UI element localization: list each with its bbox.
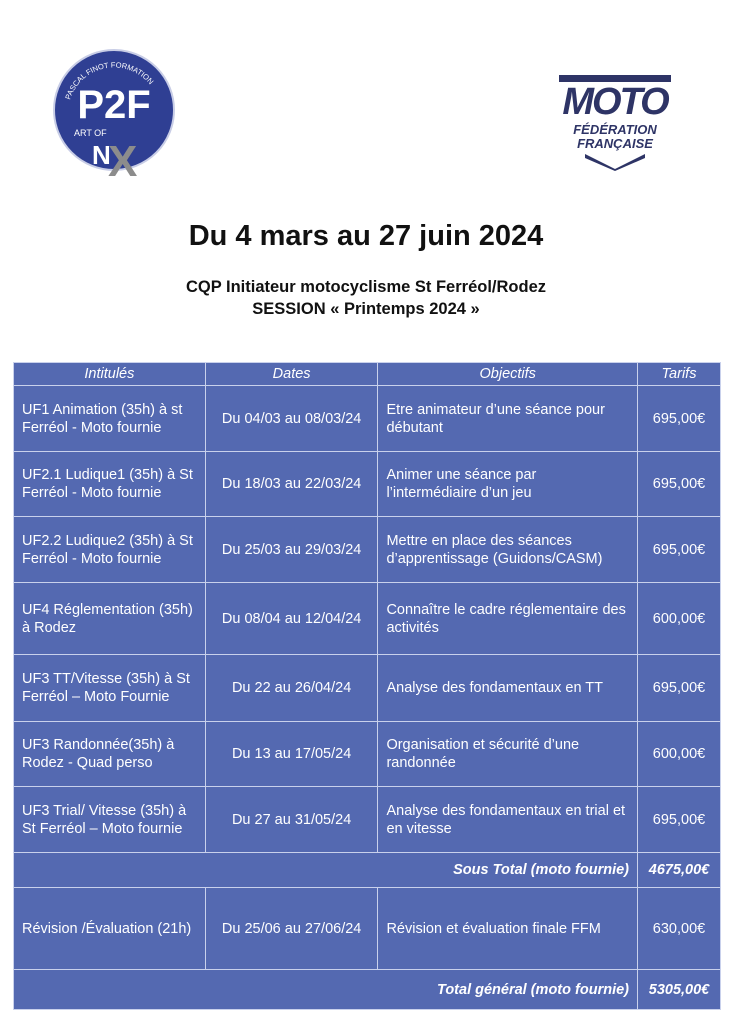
table-row xyxy=(14,386,721,452)
cell-intitule: UF4 Réglementation (35h) à Rodez xyxy=(14,583,206,655)
cell-dates: Du 18/03 au 22/03/24 xyxy=(205,452,378,517)
cell-dates: Du 22 au 26/04/24 xyxy=(205,655,378,722)
svg-text:N: N xyxy=(92,140,111,170)
svg-text:FÉDÉRATION: FÉDÉRATION xyxy=(573,122,657,137)
cell-dates: Du 27 au 31/05/24 xyxy=(205,787,378,853)
table-row xyxy=(14,583,721,655)
cell-objectif: Organisation et sécurité d’une randonnée xyxy=(378,722,638,787)
subtotal-row xyxy=(14,853,721,888)
cell-objectif: Analyse des fondamentaux en TT xyxy=(378,655,638,722)
cell-tarif: 695,00€ xyxy=(638,452,721,517)
table-row xyxy=(14,452,721,517)
cell-intitule: Révision /Évaluation (21h) xyxy=(14,888,206,970)
cell-tarif: 695,00€ xyxy=(638,517,721,583)
cell-dates: Du 08/04 au 12/04/24 xyxy=(205,583,378,655)
p2f-logo xyxy=(52,48,182,188)
cell-objectif: Connaître le cadre réglementaire des activités xyxy=(378,583,638,655)
table-row xyxy=(14,722,721,787)
cell-intitule: UF2.1 Ludique1 (35h) à St Ferréol - Moto fournie xyxy=(14,452,206,517)
total-value: 5305,00€ xyxy=(638,970,721,1010)
cell-intitule: UF2.2 Ludique2 (35h) à St Ferréol - Moto fournie xyxy=(14,517,206,583)
cell-dates: Du 25/03 au 29/03/24 xyxy=(205,517,378,583)
subtotal-label: Sous Total (moto fournie) xyxy=(14,853,638,888)
table-row xyxy=(14,787,721,853)
cell-tarif: 695,00€ xyxy=(638,386,721,452)
cell-intitule: UF3 TT/Vitesse (35h) à St Ferréol – Moto Fournie xyxy=(14,655,206,722)
page-title: Du 4 mars au 27 juin 2024 xyxy=(188,220,544,252)
col-header-tarifs: Tarifs xyxy=(638,363,721,386)
svg-text:ART OF: ART OF xyxy=(74,128,107,138)
session-title: SESSION « Printemps 2024 » xyxy=(252,300,480,318)
svg-text:X: X xyxy=(108,137,138,186)
course-title: CQP Initiateur motocyclisme St Ferréol/Rodez xyxy=(185,278,547,296)
cell-tarif: 600,00€ xyxy=(638,583,721,655)
cell-objectif: Analyse des fondamentaux en trial et en vitesse xyxy=(378,787,638,853)
cell-objectif: Animer une séance par l’intermédiaire d’un jeu xyxy=(378,452,638,517)
svg-text:MOTO: MOTO xyxy=(562,81,668,123)
cell-objectif: Etre animateur d’une séance pour débutant xyxy=(378,386,638,452)
cell-tarif: 695,00€ xyxy=(638,655,721,722)
table-row xyxy=(14,655,721,722)
total-row xyxy=(14,970,721,1010)
table-header-row xyxy=(14,363,721,386)
svg-text:FRANÇAISE: FRANÇAISE xyxy=(577,136,653,151)
cell-intitule: UF3 Trial/ Vitesse (35h) à St Ferréol – Moto fournie xyxy=(14,787,206,853)
subtotal-value: 4675,00€ xyxy=(638,853,721,888)
cell-tarif: 600,00€ xyxy=(638,722,721,787)
svg-text:PASCAL FINOT FORMATION: PASCAL FINOT FORMATION xyxy=(63,60,156,101)
col-header-dates: Dates xyxy=(205,363,378,386)
svg-text:P2F: P2F xyxy=(77,83,151,127)
total-label: Total général (moto fournie) xyxy=(14,970,638,1010)
cell-tarif: 630,00€ xyxy=(638,888,721,970)
cell-objectif: Révision et évaluation finale FFM xyxy=(378,888,638,970)
cell-objectif: Mettre en place des séances d’apprentissage (Guidons/CASM) xyxy=(378,517,638,583)
cell-tarif: 695,00€ xyxy=(638,787,721,853)
cell-dates: Du 13 au 17/05/24 xyxy=(205,722,378,787)
table-row xyxy=(14,888,721,970)
table-row xyxy=(14,517,721,583)
col-header-objectifs: Objectifs xyxy=(378,363,638,386)
cell-intitule: UF3 Randonnée(35h) à Rodez - Quad perso xyxy=(14,722,206,787)
ffm-logo xyxy=(545,72,685,172)
cell-dates: Du 04/03 au 08/03/24 xyxy=(205,386,378,452)
cell-dates: Du 25/06 au 27/06/24 xyxy=(205,888,378,970)
col-header-intitules: Intitulés xyxy=(14,363,206,386)
schedule-table xyxy=(13,362,721,1010)
cell-intitule: UF1 Animation (35h) à st Ferréol - Moto fournie xyxy=(14,386,206,452)
